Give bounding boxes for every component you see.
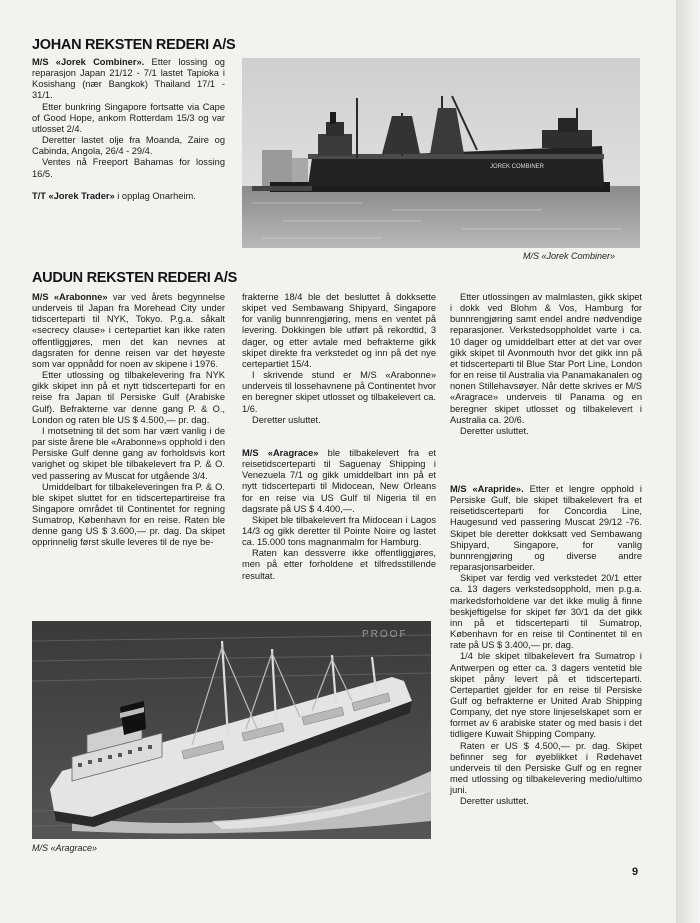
- audun-text-column-1: [32, 292, 225, 549]
- paragraph: Skipet ble tilbakelevert fra Midocean i Lagos 14/3 og gikk deretter til Pointe Noire og lastet ca. 15.000 tons magnanmalm for Hamburg.: [242, 514, 436, 548]
- photo-aragrace: [32, 621, 431, 839]
- audun-text-column-2: [242, 292, 436, 582]
- paragraph: Raten kan dessverre ikke offentliggjøres, men på etter forholdene et tilfredsstillende resultat.: [242, 548, 436, 581]
- paragraph: frakterne 18/4 ble det besluttet å dokksette skipet ved Sembawang Shipyard, Singapore for vanlig bunnrengjøring, mens en ventet på levering. Dokkingen ble utført på rekordtid, 3 dager, og etter avtale med befrakterne gikk skipet direkte fra verkstedet og inn på det nye certepartiet 15/4.: [242, 292, 436, 369]
- paragraph: I motsetning til det som har vært vanlig i de par siste årene ble «Arabonne»s opphold i den Persiske Gulf denne gang av forholdsvis kort varighet og skipet ble tilbakelevert fra P. & O. ved passering av Muscat for utgående 3/4.: [32, 425, 225, 481]
- paragraph: T/T «Jorek Trader» i opplag Onarheim.: [32, 190, 196, 201]
- johan-text-column: [32, 57, 225, 202]
- paragraph: Deretter usluttet.: [460, 425, 529, 436]
- paragraph: Etter utlossing og tilbakelevering fra NYK gikk skipet inn på et nytt tidscerteparti for en reise fra Japan til Persiske Gulf (Arabiske Gulf). Befrakterne var denne gang P. & O., London og raten ble US $ 4.500,— pr. dag.: [32, 370, 225, 425]
- paragraph: M/S «Arapride». Etter et lengre opphold i Persiske Gulf, ble skipet tilbakelevert fra et reisetidscerteparti for Concordia Line, Haugesund ved passering Muscat 29/12 -76. Skipet ble deretter dokksatt ved Sembawang Shipyard, Singapore, for vanlig bunnrengjøring og diverse andre reparasjonsarbeider.: [450, 484, 642, 573]
- paragraph: M/S «Jorek Combiner». Etter lossing og reparasjon Japan 21/12 - 7/1 lastet Tapioka i Kosishang (nær Bangkok) Thailand 17/1 - 31/1.: [32, 57, 225, 101]
- ship-hull-name: JOREK COMBINER: [490, 164, 545, 170]
- audun-text-column-3-top: [450, 292, 642, 437]
- photo-jorek-combiner: [242, 58, 640, 248]
- paragraph: Skipet var ferdig ved verkstedet 20/1 etter ca. 13 dagers verkstedsopphold, men p.g.a. markedsforholdene var det ikke mulig å finne beskjeftigelse for skipet før 30/1 da det gikk inn på et tidscerteparti til Sumatrop, København for en reise til Continentet til en rate på US $ 3.400,— pr. dag.: [450, 573, 642, 651]
- paragraph: Etter utlossingen av malmlasten, gikk skipet i dokk ved Blohm & Vos, Hamburg for bunnrengjøring samt endel andre nødvendige reparasjoner. Verkstedsoppholdet varte i ca. 10 dager og umiddelbart etter at det var over gikk skipet til Avonmouth hvor det gikk inn på et tidscerteparti til Blue Star Port Line, London for en reise til Australia via Panamakanalen og nonen Stillehavsøyer. Når dette skrives er M/S «Aragrace» underveis til Panama og en beregner skipet utlosset og tilbakelevert i Australia ca. 20/6.: [450, 292, 642, 425]
- paragraph: 1/4 ble skipet tilbakelevert fra Sumatrop i Antwerpen og etter ca. 3 dagers ventetid ble skipet påny levert på et tidscerteparti. Certepartiet gjelder for en reise til Persiske Gulf og befrakterne er United Arab Shipping Company, det nye store linjeselskapet som er formet av 6 arabiske stater og med basis i det tidligere Kuwait Shipping Company.: [450, 651, 642, 740]
- section-heading-audun: AUDUN REKSTEN REDERI A/S: [32, 270, 237, 286]
- photo-watermark: PROOF: [362, 629, 408, 640]
- paragraph: Umiddelbart for tilbakeleveringen fra P. & O. ble skipet sluttet for en tidscertepartireise fra Singapore området til Continentet for regning Sumatrop, København for en reise. Raten ble denne gang US $ 3.600,— pr. dag. Da skipet opprinnelig først skulle leveres til de nye be-: [32, 481, 225, 548]
- photo-caption-jorek-combiner: M/S «Jorek Combiner»: [523, 251, 616, 261]
- paragraph: M/S «Arabonne» var ved årets begynnelse underveis til Japan fra Morehead City under tidscerteparti til NYK, Tokyo. P.g.a. såkalt «secrecy clause» i certepartiet kan ikke raten offentliggjøres, men det kan nevnes at dagsraten for denne reisen var det høyeste som var oppnådd for noen av skipene i 1976.: [32, 292, 226, 369]
- paragraph: Deretter usluttet.: [460, 796, 529, 807]
- paragraph: I skrivende stund er M/S «Arabonne» underveis til lossehavnene på Continentet hvor en beregner skipet utlosset og tilbakelevert ca. 1/6.: [242, 370, 436, 414]
- page-edge: [676, 0, 700, 923]
- audun-text-column-3-bottom: [450, 484, 642, 808]
- ship-cargo-illustration: [32, 621, 431, 839]
- paragraph: Raten er US $ 4.500,— pr. dag. Skipet befinner seg for øyeblikket i Rødehavet underveis til den Persiske Gulf og en regner med utlossing og tilbakelevering medio/ultimo juni.: [450, 740, 642, 796]
- paragraph: Ventes nå Freeport Bahamas for lossing 16/5.: [32, 157, 225, 179]
- page-number: 9: [632, 866, 639, 878]
- paragraph: M/S «Aragrace» ble tilbakelevert fra et reisetidscerteparti til Saguenay Shipping i Venezuela 7/1 og gikk umiddelbart inn på et nytt tidscerteparti til Midocean, New Orleans for en reise via US Gulf til Nigeria til en dagsrate på US $ 4.400,—.: [242, 447, 436, 514]
- paragraph: Deretter usluttet.: [252, 414, 321, 425]
- ship-tanker-illustration: [242, 58, 640, 248]
- paragraph: Etter bunkring Singapore fortsatte via Cape of Good Hope, ankom Rotterdam 15/3 og var utlosset 2/4.: [32, 101, 225, 134]
- paragraph: Deretter lastet olje fra Moanda, Zaire og Cabinda, Angola, 26/4 - 29/4.: [32, 135, 225, 157]
- photo-caption-aragrace: M/S «Aragrace»: [32, 843, 98, 853]
- section-heading-johan: JOHAN REKSTEN REDERI A/S: [32, 37, 236, 53]
